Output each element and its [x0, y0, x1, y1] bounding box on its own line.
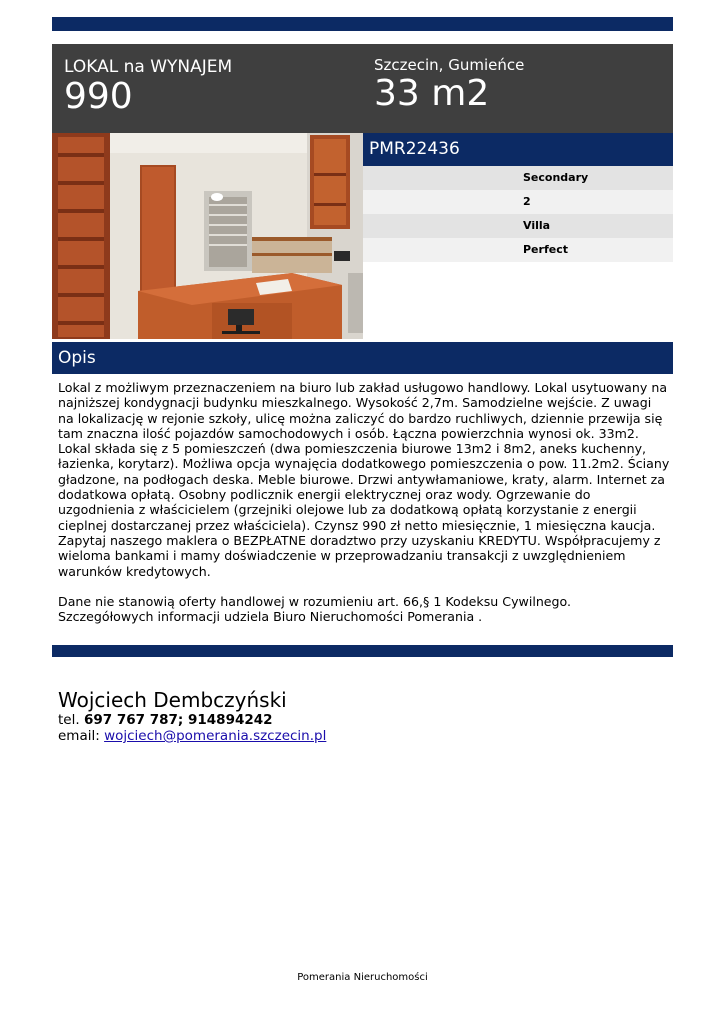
listing-header	[52, 44, 673, 133]
description-body	[58, 380, 670, 624]
property-photo	[52, 133, 363, 339]
description-paragraph: Lokal z możliwym przeznaczeniem na biuro lub zakład usługowo handlowy. Lokal usytuowany na najniższej kondygnacji budynku mieszkalnego. Wysokość 2,7m. Samodzielne wejście. Z uwagi na lokalizację w rejonie szkoły, ulicę można zaliczyć do bardzo ruchliwych, dziennie przewija się tam znaczna ilość pojazdów samochodowych i osób. Łączna powierzchnia wynosi ok. 33m2. Lokal składa się z 5 pomieszczeń (dwa pomieszczenia biurowe 13m2 i 8m2, aneks kuchenny, łazienka, korytarz). Możliwa opcja wynajęcia dodatkowego pomieszczenia o pow. 11.2m2. Ściany gładzone, na podłogach deska. Meble biurowe. Drzwi antywłamaniowe, kraty, alarm. Internet za dodatkowa opłatą. Osobny podlicznik energii elektrycznej oraz wody. Ogrzewanie do uzgodnienia z właścicielem (grzejniki olejowe lub za dodatkową opłatą korzystanie z energii cieplnej dostarczanej przez właściciela). Czynsz 990 zł netto miesięcznie, 1 miesięczna kaucja.	[58, 380, 670, 533]
listing-area: 33 m2	[374, 73, 490, 114]
attribute-building-type: Villa	[363, 214, 673, 238]
footer: Pomerania Nieruchomości	[297, 972, 428, 983]
email-label: email:	[58, 728, 100, 744]
attribute-condition: Perfect	[363, 238, 673, 262]
top-bar	[52, 17, 673, 31]
listing-type: LOKAL na WYNAJEM	[64, 57, 233, 77]
agent-phone-line	[58, 712, 326, 728]
credit-paragraph: Zapytaj naszego maklera o BEZPŁATNE doradztwo przy uzyskaniu KREDYTU. Współpracujemy z wieloma bankami i mamy doświadczenie w przeprowadzaniu transakcji z uwzględnieniem warunków kredytowych.	[58, 532, 661, 579]
bottom-bar	[52, 645, 673, 657]
disclaimer: Dane nie stanowią oferty handlowej w rozumieniu art. 66,§ 1 Kodeksu Cywilnego. Szczegółowych informacji udziela Biuro Nieruchomości Pomerania .	[58, 593, 572, 625]
agent-contact	[58, 688, 326, 744]
attribute-rooms: 2	[363, 190, 673, 214]
agent-email-line	[58, 728, 326, 744]
attribute-market: Secondary	[363, 166, 673, 190]
reference-number: PMR22436	[363, 133, 673, 166]
agent-phone[interactable]: 697 767 787; 914894242	[83, 712, 273, 728]
agent-name: Wojciech Dembczyński	[58, 688, 287, 712]
agent-email-link[interactable]: wojciech@pomerania.szczecin.pl	[104, 728, 327, 744]
description-heading: Opis	[52, 342, 673, 374]
listing-location: Szczecin, Gumieńce	[374, 56, 525, 74]
tel-label: tel.	[58, 712, 80, 728]
attribute-table	[363, 166, 673, 262]
listing-price: 990	[64, 76, 133, 117]
